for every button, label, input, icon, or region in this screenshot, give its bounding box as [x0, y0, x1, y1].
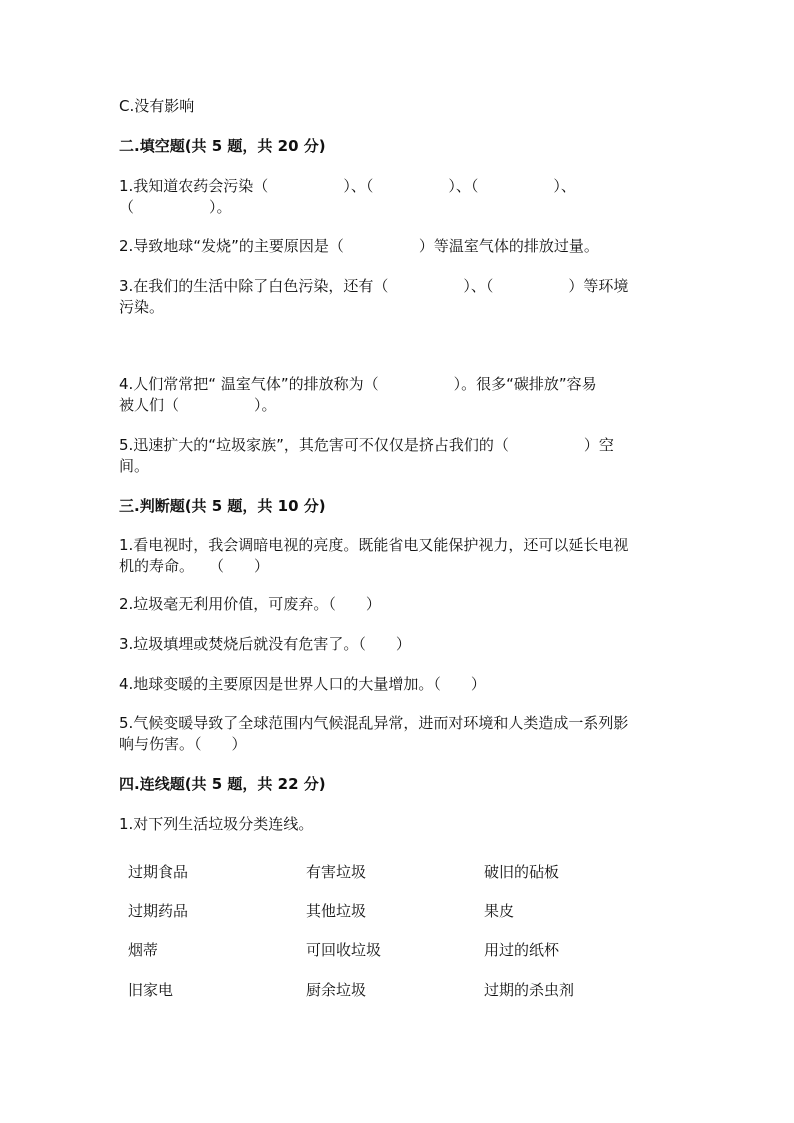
matching-item-left[interactable]: 烟蒂: [128, 941, 159, 959]
judge-q1-line1: 1.看电视时，我会调暗电视的亮度。既能省电又能保护视力，还可以延长电视: [119, 536, 629, 554]
matching-item-left[interactable]: 过期食品: [128, 863, 189, 881]
section-heading-matching: 四.连线题(共 5 题，共 22 分): [119, 775, 326, 793]
matching-item-right[interactable]: 用过的纸杯: [484, 941, 560, 959]
fill-q3-line1: 3.在我们的生活中除了白色污染，还有（ ）、（ ）等环境: [119, 277, 629, 295]
matching-item-right[interactable]: 破旧的砧板: [484, 863, 560, 881]
fill-q2: 2.导致地球“发烧”的主要原因是（ ）等温室气体的排放过量。: [119, 237, 599, 255]
judge-q3: 3.垃圾填埋或焚烧后就没有危害了。（ ）: [119, 635, 411, 653]
fill-q5-line1: 5.迅速扩大的“垃圾家族”，其危害可不仅仅是挤占我们的（ ）空: [119, 436, 614, 454]
section-heading-true-false: 三.判断题(共 5 题，共 10 分): [119, 497, 326, 515]
matching-item-right[interactable]: 果皮: [484, 902, 515, 920]
fill-q4-line2: 被人们（ ）。: [119, 396, 277, 414]
option-c: C.没有影响: [119, 97, 195, 115]
matching-item-left[interactable]: 旧家电: [128, 981, 174, 999]
matching-q1: 1.对下列生活垃圾分类连线。: [119, 815, 314, 833]
fill-q5-line2: 间。: [119, 457, 150, 475]
judge-q5-line1: 5.气候变暖导致了全球范围内气候混乱异常，进而对环境和人类造成一系列影: [119, 714, 629, 732]
judge-q2: 2.垃圾毫无利用价值，可废弃。（ ）: [119, 595, 381, 613]
matching-category[interactable]: 有害垃圾: [306, 863, 367, 881]
matching-item-left[interactable]: 过期药品: [128, 902, 189, 920]
judge-q1-line2: 机的寿命。 （ ）: [119, 557, 270, 575]
fill-q4-line1: 4.人们常常把“ 温室气体”的排放称为（ ）。很多“碳排放”容易: [119, 375, 597, 393]
judge-q4: 4.地球变暖的主要原因是世界人口的大量增加。（ ）: [119, 675, 486, 693]
matching-category[interactable]: 可回收垃圾: [306, 941, 382, 959]
fill-q1-line2: （ ）。: [119, 198, 232, 216]
fill-q1-line1: 1.我知道农药会污染（ ）、（ ）、（ ）、: [119, 177, 576, 195]
matching-category[interactable]: 厨余垃圾: [306, 981, 367, 999]
matching-category[interactable]: 其他垃圾: [306, 902, 367, 920]
judge-q5-line2: 响与伤害。（ ）: [119, 735, 247, 753]
section-heading-fill-blank: 二.填空题(共 5 题，共 20 分): [119, 137, 326, 155]
matching-item-right[interactable]: 过期的杀虫剂: [484, 981, 575, 999]
fill-q3-line2: 污染。: [119, 298, 165, 316]
